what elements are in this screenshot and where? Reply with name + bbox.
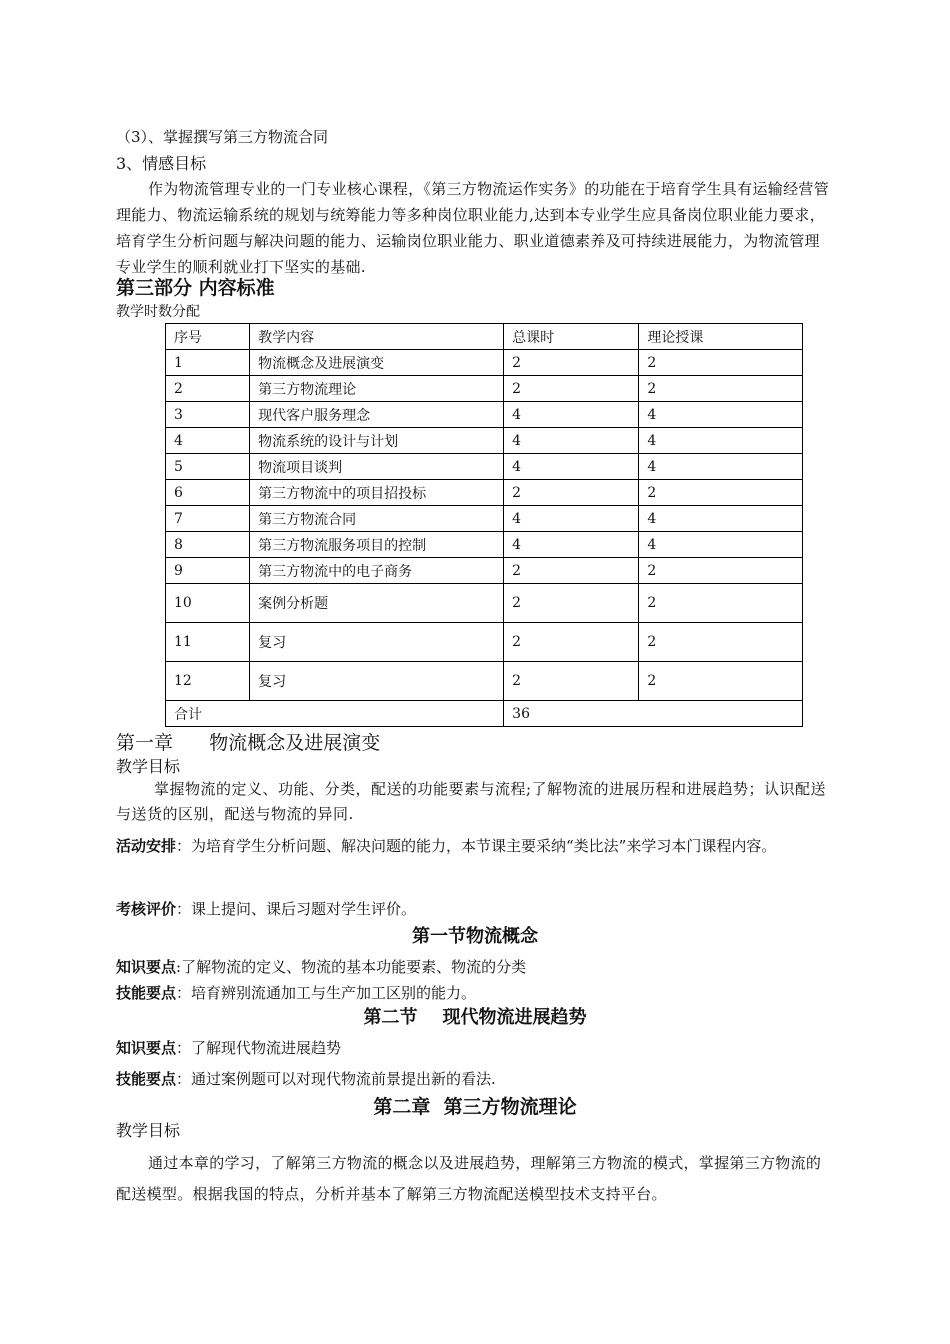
cell-index: 5 <box>166 454 250 480</box>
cell-content: 第三方物流理论 <box>250 376 504 402</box>
chapter2-title: 第二章 第三方物流理论 <box>373 1096 577 1118</box>
cell-total: 2 <box>504 376 639 402</box>
chapter1-title: 第一章 物流概念及进展演变 <box>116 732 381 754</box>
table-row <box>166 584 803 623</box>
section2-skill <box>116 1068 496 1089</box>
table-row <box>166 506 803 532</box>
chapter2-goal-text: 通过本章的学习，了解第三方物流的概念以及进展趋势，理解第三方物流的模式，掌握第三方物流的配送模型。根据我国的特点，分析并基本了解第三方物流配送模型技术支持平台。 <box>116 1154 822 1203</box>
activity-text: ：为培育学生分析问题、解决问题的能力，本节课主要采纳“类比法”来学习本门课程内容。 <box>176 837 777 855</box>
cell-index: 12 <box>166 662 250 701</box>
skill-text: ：培育辨别流通加工与生产加工区别的能力。 <box>176 984 477 1002</box>
chapter1-assessment <box>116 898 416 919</box>
chapter1-activity <box>116 832 834 860</box>
objective-item-3: （3）、掌握撰写第三方物流合同 <box>116 128 329 146</box>
table-row <box>166 623 803 662</box>
cell-total: 2 <box>504 623 639 662</box>
cell-total: 4 <box>504 454 639 480</box>
cell-theory: 2 <box>639 662 803 701</box>
section1-knowledge <box>116 956 526 977</box>
part3-subtitle: 教学时数分配 <box>116 304 200 320</box>
cell-theory: 2 <box>639 350 803 376</box>
chapter1-goal-label: 教学目标 <box>116 757 181 776</box>
knowledge-label: 知识要点 <box>116 1039 177 1057</box>
table-row <box>166 454 803 480</box>
header-total-hours: 总课时 <box>504 324 639 350</box>
header-content: 教学内容 <box>250 324 504 350</box>
cell-total: 4 <box>504 428 639 454</box>
cell-index: 1 <box>166 350 250 376</box>
section1-title: 第一节物流概念 <box>412 926 538 947</box>
cell-content: 物流概念及进展演变 <box>250 350 504 376</box>
cell-index: 3 <box>166 402 250 428</box>
section1-skill <box>116 982 476 1003</box>
table-row <box>166 662 803 701</box>
emotion-objective-text: 作为物流管理专业的一门专业核心课程，《第三方物流运作实务》的功能在于培育学生具有运输经营管理能力、物流运输系统的规划与统筹能力等多种岗位职业能力,达到本专业学生应具备岗位职业能力要求，培育学生分析问题与解决问题的能力、运输岗位职业能力、职业道德素养及可持续进展能力，为物流管理专业学生的顺利就业打下坚实的基础. <box>116 180 830 276</box>
cell-index: 8 <box>166 532 250 558</box>
teaching-hours-table <box>165 323 803 727</box>
table-row <box>166 480 803 506</box>
cell-content: 物流系统的设计与计划 <box>250 428 504 454</box>
cell-index: 4 <box>166 428 250 454</box>
skill-text: ：通过案例题可以对现代物流前景提出新的看法. <box>176 1070 496 1088</box>
cell-theory: 4 <box>639 454 803 480</box>
cell-index: 10 <box>166 584 250 623</box>
cell-theory: 4 <box>639 428 803 454</box>
skill-label: 技能要点 <box>116 984 177 1002</box>
chapter2-goal-label: 教学目标 <box>116 1121 181 1140</box>
assessment-label: 考核评价 <box>116 900 177 918</box>
cell-content: 第三方物流中的电子商务 <box>250 558 504 584</box>
cell-content: 复习 <box>250 662 504 701</box>
cell-content: 现代客户服务理念 <box>250 402 504 428</box>
knowledge-text: ：了解现代物流进展趋势 <box>176 1039 342 1057</box>
cell-total: 4 <box>504 506 639 532</box>
table-row <box>166 532 803 558</box>
cell-content: 第三方物流合同 <box>250 506 504 532</box>
chapter1-goal-text: 掌握物流的定义、功能、分类，配送的功能要素与流程;了解物流的进展历程和进展趋势；认识配送与送货的区别，配送与物流的异同. <box>116 780 827 823</box>
cell-total: 4 <box>504 532 639 558</box>
cell-theory: 4 <box>639 532 803 558</box>
table-row <box>166 376 803 402</box>
cell-theory: 4 <box>639 402 803 428</box>
cell-content: 复习 <box>250 623 504 662</box>
section2-knowledge <box>116 1037 341 1058</box>
table-row <box>166 350 803 376</box>
cell-content: 案例分析题 <box>250 584 504 623</box>
cell-theory: 2 <box>639 558 803 584</box>
cell-total: 2 <box>504 558 639 584</box>
table-row <box>166 402 803 428</box>
cell-theory: 2 <box>639 376 803 402</box>
cell-content: 第三方物流中的项目招投标 <box>250 480 504 506</box>
cell-theory: 4 <box>639 506 803 532</box>
section2-title: 第二节 现代物流进展趋势 <box>363 1007 587 1028</box>
total-value: 36 <box>504 701 803 727</box>
table-row <box>166 428 803 454</box>
knowledge-text: :了解物流的定义、物流的基本功能要素、物流的分类 <box>176 958 527 976</box>
header-index: 序号 <box>166 324 250 350</box>
assessment-text: ：课上提问、课后习题对学生评价。 <box>176 900 417 918</box>
cell-index: 6 <box>166 480 250 506</box>
cell-theory: 2 <box>639 584 803 623</box>
part3-title: 第三部分 内容标准 <box>116 277 275 299</box>
emotion-objective-heading: 3、情感目标 <box>116 154 207 173</box>
skill-label: 技能要点 <box>116 1070 177 1088</box>
table-header-row <box>166 324 803 350</box>
cell-total: 2 <box>504 662 639 701</box>
cell-total: 4 <box>504 402 639 428</box>
total-label: 合计 <box>166 701 504 727</box>
cell-index: 2 <box>166 376 250 402</box>
cell-content: 第三方物流服务项目的控制 <box>250 532 504 558</box>
cell-total: 2 <box>504 584 639 623</box>
cell-total: 2 <box>504 480 639 506</box>
cell-theory: 2 <box>639 480 803 506</box>
activity-label: 活动安排 <box>116 837 177 855</box>
table-total-row <box>166 701 803 727</box>
cell-theory: 2 <box>639 623 803 662</box>
cell-index: 11 <box>166 623 250 662</box>
cell-content: 物流项目谈判 <box>250 454 504 480</box>
table-row <box>166 558 803 584</box>
knowledge-label: 知识要点 <box>116 958 177 976</box>
cell-total: 2 <box>504 350 639 376</box>
header-theory-hours: 理论授课 <box>639 324 803 350</box>
cell-index: 9 <box>166 558 250 584</box>
cell-index: 7 <box>166 506 250 532</box>
